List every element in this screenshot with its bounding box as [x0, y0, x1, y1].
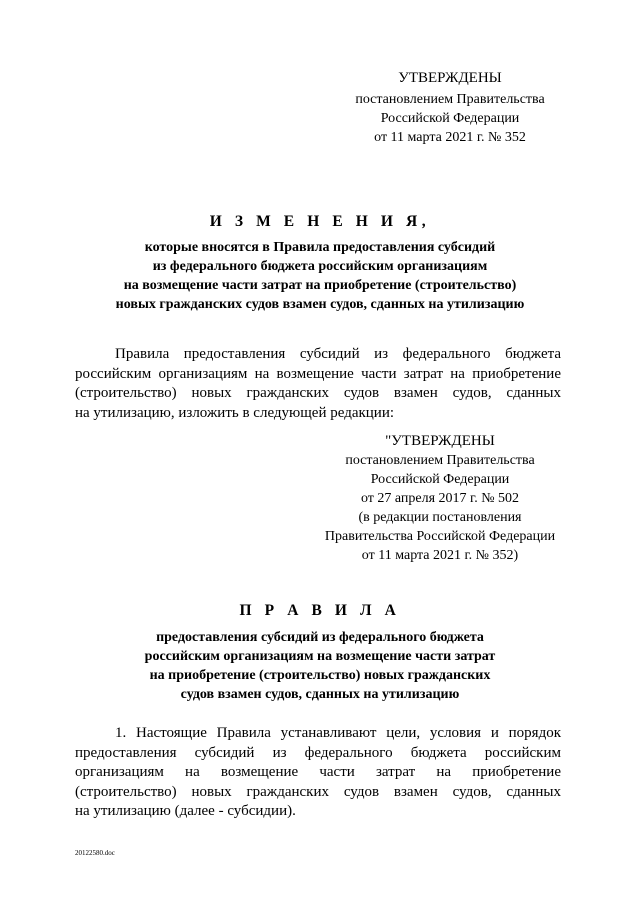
- approval-issuer: постановлением Правительства: [345, 453, 535, 468]
- paragraph-1: [75, 724, 561, 822]
- subtitle-line: которые вносятся в Правила предоставления субсидий: [144, 240, 496, 255]
- approval-revision-issuer: Правительства Российской Федерации: [324, 529, 556, 544]
- approval-revision-date: от 11 марта 2021 г. № 352): [361, 548, 519, 563]
- approval-country: Российской Федерации: [380, 111, 520, 126]
- paragraph-line: на утилизацию (далее - субсидии).: [75, 803, 296, 819]
- paragraph-line: на утилизацию, изложить в следующей редакции:: [75, 404, 395, 421]
- paragraph-line: российским организациям на возмещение части затрат на приобретение: [75, 365, 561, 382]
- paragraph-line: (строительство) новых гражданских судов взамен судов, сданных: [75, 783, 561, 800]
- subtitle-line: на приобретение (строительство) новых гражданских: [149, 668, 491, 683]
- subtitle-line: новых гражданских судов взамен судов, сданных на утилизацию: [115, 297, 525, 312]
- subtitle-line: предоставления субсидий из федерального бюджета: [156, 630, 484, 645]
- document-filename: 20122580.doc: [75, 849, 115, 857]
- intro-paragraph: [75, 345, 561, 423]
- approval-country: Российской Федерации: [370, 472, 510, 487]
- changes-subtitle: [60, 238, 580, 314]
- approval-date-number: от 11 марта 2021 г. № 352: [374, 130, 526, 145]
- approved-caption: УТВЕРЖДЕНЫ: [398, 70, 502, 86]
- approved-caption: "УТВЕРЖДЕНЫ: [385, 433, 495, 449]
- rules-subtitle: [60, 628, 580, 704]
- changes-heading: И З М Е Н Е Н И Я,: [209, 213, 431, 230]
- subtitle-line: на возмещение части затрат на приобретение (строительство): [123, 278, 517, 293]
- paragraph-line: организациям на возмещение части затрат на приобретение: [75, 764, 561, 780]
- approval-block-inner: [305, 432, 575, 565]
- approval-date-number: от 27 апреля 2017 г. № 502: [360, 491, 520, 506]
- subtitle-line: из федерального бюджета российским организациям: [152, 259, 488, 274]
- paragraph-line: предоставления субсидий из федерального бюджета российским: [75, 744, 561, 761]
- paragraph-line: Правила предоставления субсидий из федерального бюджета: [115, 346, 561, 362]
- subtitle-line: судов взамен судов, сданных на утилизацию: [180, 687, 460, 702]
- approval-revision: (в редакции постановления: [358, 510, 522, 525]
- subtitle-line: российским организациям на возмещение части затрат: [144, 649, 496, 664]
- approval-issuer: постановлением Правительства: [355, 92, 545, 107]
- paragraph-line: 1. Настоящие Правила устанавливают цели, условия и порядок: [115, 725, 561, 741]
- rules-heading: П Р А В И Л А: [239, 602, 401, 619]
- paragraph-line: (строительство) новых гражданских судов взамен судов, сданных: [75, 385, 561, 401]
- approval-block-top: [340, 69, 560, 147]
